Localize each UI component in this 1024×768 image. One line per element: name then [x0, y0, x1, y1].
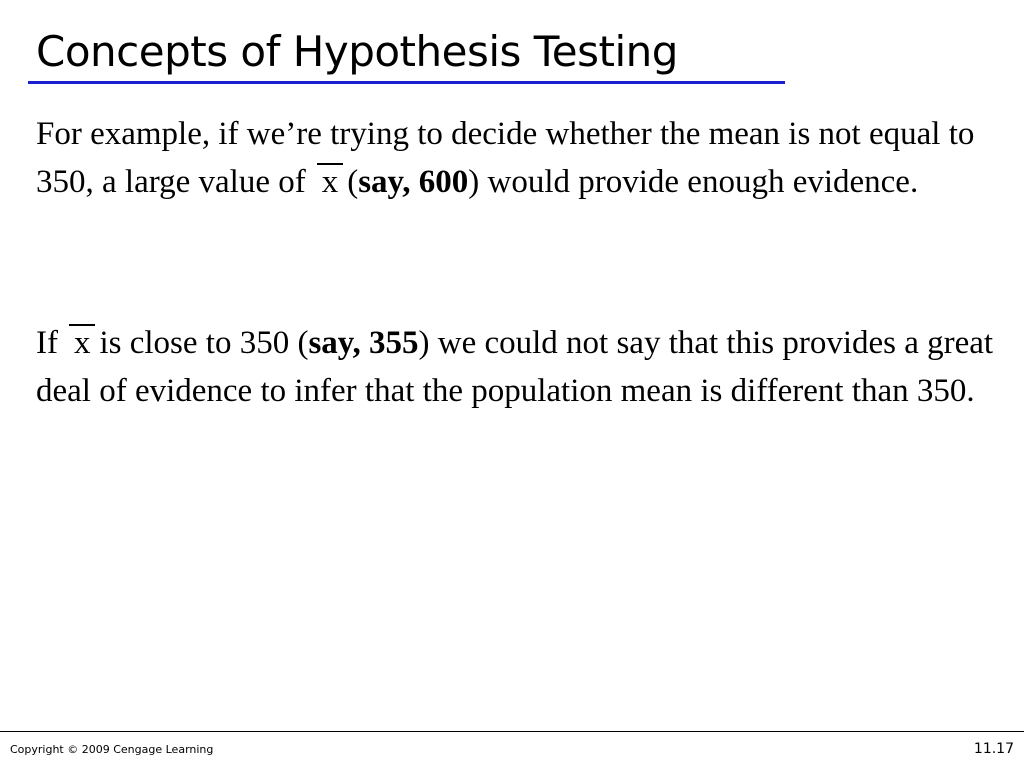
paragraph2-text-end: ) we could not say that this provides a great deal of evidence to infer that the population mean is different than 350.: [36, 325, 994, 409]
overline: [69, 324, 96, 326]
copyright-notice: Copyright © 2009 Cengage Learning: [10, 743, 214, 756]
paragraph1-text-end: ) would provide enough evidence.: [468, 164, 919, 200]
paragraph2-text-start: If: [36, 325, 58, 361]
x-bar-symbol: [74, 319, 91, 367]
paragraph2-text-middle: is close to 350 (: [99, 325, 309, 361]
overline: [317, 163, 344, 165]
paragraph2-bold-value: say, 355: [308, 325, 419, 361]
paragraph1-open-paren: (: [347, 164, 359, 200]
x-bar-letter: x: [321, 164, 339, 200]
slide-number: 11.17: [973, 741, 1014, 757]
x-bar-symbol: [322, 158, 339, 206]
paragraph-example-355: [36, 319, 1006, 415]
paragraph1-text-start: For example, if we’re trying to decide whether the mean is not equal to 350, a large value of: [36, 116, 975, 200]
title-underline: [28, 81, 785, 84]
paragraph-example-600: [36, 110, 1006, 206]
slide-title: Concepts of Hypothesis Testing: [36, 27, 678, 76]
paragraph1-bold-value: say, 600: [358, 164, 469, 200]
footer-divider: [0, 731, 1024, 732]
x-bar-letter: x: [73, 325, 91, 361]
